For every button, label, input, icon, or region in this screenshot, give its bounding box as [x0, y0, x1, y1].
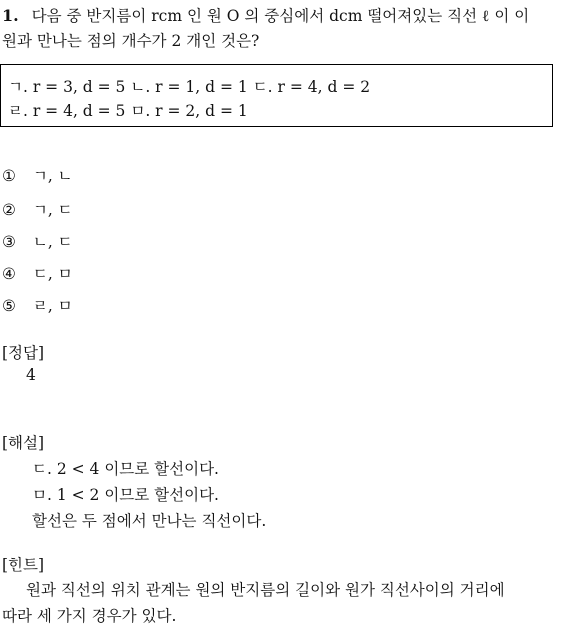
question-number: 1.	[2, 6, 19, 25]
choice-marker: ①	[2, 167, 16, 185]
choice-marker: ③	[2, 233, 16, 251]
condition-row-1: ㄱ. r = 3, d = 5 ㄴ. r = 1, d = 1 ㄷ. r = 4, d = 2	[8, 78, 371, 96]
choice-text: ㄷ, ㅁ	[32, 265, 73, 283]
answer-heading: [정답]	[2, 344, 45, 362]
choice-text: ㄹ, ㅁ	[32, 297, 73, 315]
choice-text: ㄱ, ㄴ	[32, 167, 73, 185]
hint-line-1: 원과 직선의 위치 관계는 원의 반지름의 길이와 원가 직선사이의 거리에	[26, 581, 505, 599]
explanation-heading: [해설]	[2, 434, 45, 452]
choice-marker: ⑤	[2, 297, 16, 315]
choice-text: ㄱ, ㄷ	[32, 201, 73, 219]
question-text-line-1: 다음 중 반지름이 rcm 인 원 O 의 중심에서 dcm 떨어져있는 직선 ℓ 이 이	[31, 7, 530, 25]
explanation-line-1: ㄷ. 2 < 4 이므로 할선이다.	[32, 460, 219, 478]
condition-row-2: ㄹ. r = 4, d = 5 ㅁ. r = 2, d = 1	[8, 102, 248, 120]
explanation-line-3: 할선은 두 점에서 만나는 직선이다.	[32, 512, 267, 530]
choice-5	[2, 294, 73, 316]
hint-heading: [힌트]	[2, 556, 45, 574]
choice-2	[2, 198, 73, 220]
question-line-1	[2, 4, 529, 26]
answer-value: 4	[26, 366, 36, 384]
choice-1	[2, 164, 73, 186]
choice-text: ㄴ, ㄷ	[32, 233, 73, 251]
hint-line-2: 따라 세 가지 경우가 있다.	[2, 607, 177, 625]
choice-marker: ②	[2, 201, 16, 219]
choice-marker: ④	[2, 265, 16, 283]
choice-4	[2, 262, 73, 284]
question-text-line-2: 원과 만나는 점의 개수가 2 개인 것은?	[2, 32, 260, 50]
explanation-line-2: ㅁ. 1 < 2 이므로 할선이다.	[32, 486, 219, 504]
choice-3	[2, 230, 73, 252]
